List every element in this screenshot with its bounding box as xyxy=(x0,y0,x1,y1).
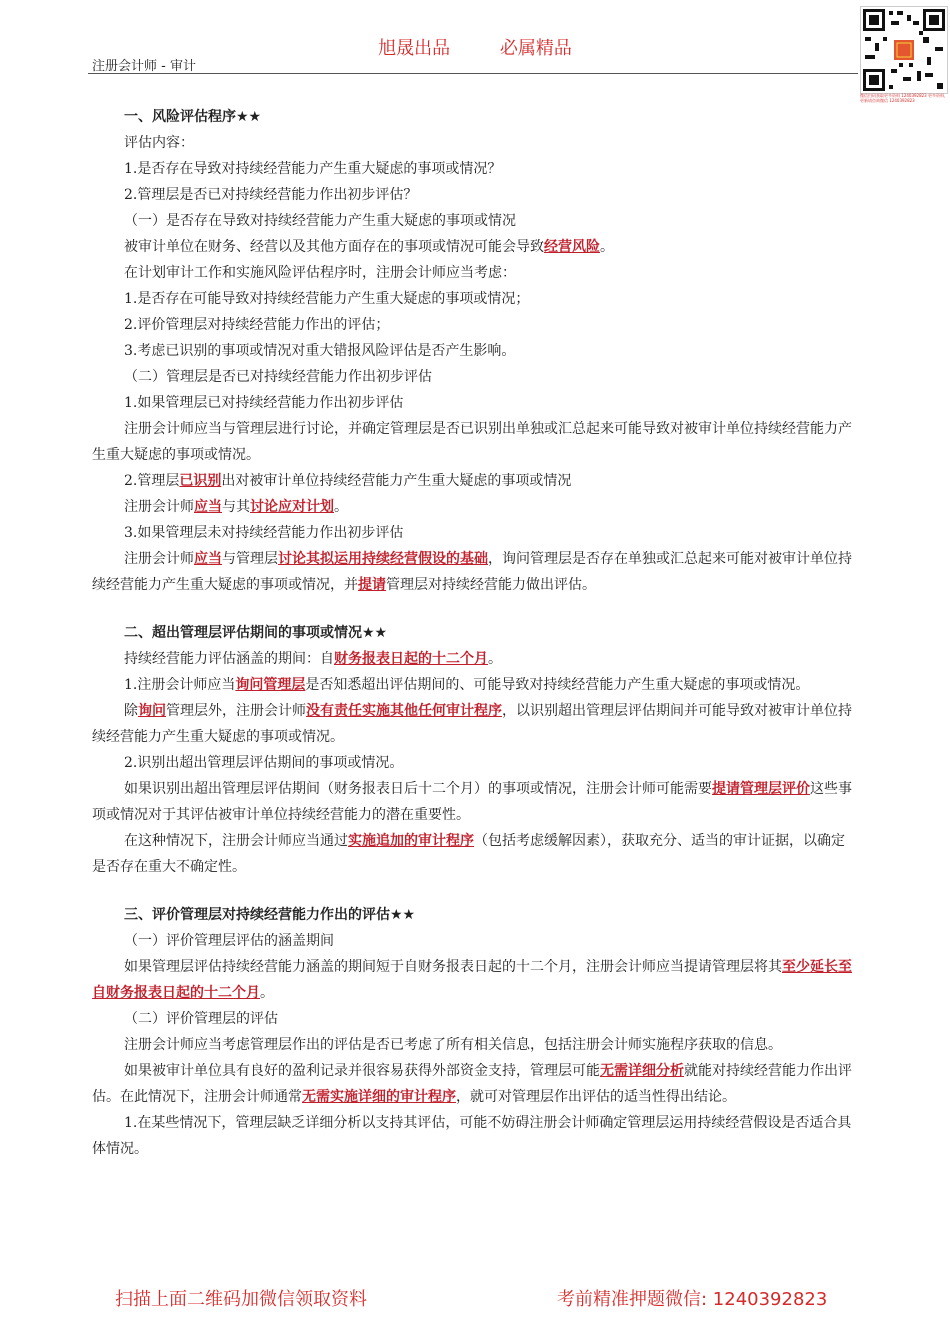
subheading: （二）评价管理层的评估 xyxy=(124,1011,278,1027)
paragraph: 在计划审计工作和实施风险评估程序时，注册会计师应当考虑： xyxy=(124,265,516,281)
paragraph: 注册会计师应当考虑管理层作出的评估是否已考虑了所有相关信息，包括注册会计师实施程序获取的信息。 xyxy=(124,1037,782,1053)
paragraph xyxy=(92,1058,857,1110)
highlight-keyword: 财务报表日起的十二个月 xyxy=(334,651,488,667)
paragraph xyxy=(92,234,857,260)
highlight-keyword: 经营风险 xyxy=(544,239,600,255)
paragraph xyxy=(92,646,857,672)
text: 1.注册会计师应当 xyxy=(124,677,236,693)
spacer xyxy=(92,880,857,902)
spacer xyxy=(92,598,857,620)
highlight-keyword: 讨论其拟运用持续经营假设的基础 xyxy=(278,551,488,567)
section-2-title: 二、超出管理层评估期间的事项或情况★★ xyxy=(124,625,388,641)
paragraph: 注册会计师应当与管理层进行讨论，并确定管理层是否已识别出单独或汇总起来可能导致对被审计单位持续经营能力产生重大疑虑的事项或情况。 xyxy=(92,421,852,463)
text: 。 xyxy=(488,651,502,667)
brand-right: 必属精品 xyxy=(499,38,572,59)
text: 与其 xyxy=(222,499,250,515)
paragraph xyxy=(92,698,857,750)
text: 管理层对持续经营能力做出评估。 xyxy=(386,577,596,593)
highlight-keyword: 应当 xyxy=(194,499,222,515)
text: 2.管理层 xyxy=(124,473,180,489)
paragraph xyxy=(92,954,857,1006)
text: （包括考虑缓解因素），获取充分、适当的审计证据，以确定是否存在重大不确定性。 xyxy=(92,833,845,875)
paragraph xyxy=(92,776,857,828)
paragraph xyxy=(92,546,857,598)
highlight-keyword: 应当 xyxy=(194,551,222,567)
paragraph xyxy=(92,494,857,520)
text: 除 xyxy=(124,703,138,719)
paragraph: 2.管理层是否已对持续经营能力作出初步评估？ xyxy=(124,187,418,203)
highlight-keyword: 询问管理层 xyxy=(235,677,306,693)
paragraph: 2.识别出超出管理层评估期间的事项或情况。 xyxy=(124,755,404,771)
text: 持续经营能力评估涵盖的期间：自 xyxy=(124,651,334,667)
highlight-keyword: 无需详细分析 xyxy=(600,1063,684,1079)
text: 。 xyxy=(334,499,348,515)
paragraph: 评估内容： xyxy=(124,135,194,151)
footer-left-note: 扫描上面二维码加微信领取资料 xyxy=(115,1289,367,1310)
text: 如果识别出超出管理层评估期间（财务报表日后十二个月）的事项或情况，注册会计师可能需要 xyxy=(124,781,712,797)
paragraph: 3.如果管理层未对持续经营能力作出初步评估 xyxy=(124,525,404,541)
qr-code-icon xyxy=(861,7,947,93)
text: ，就可对管理层作出评估的适当性得出结论。 xyxy=(456,1089,736,1105)
qr-note: 微信扫码获取更多资料 1240392823 更多资料，更新请咨询微信 1240392823 xyxy=(860,93,948,103)
highlight-keyword: 至少延长至自财务报表日起的十二个月 xyxy=(92,959,852,1001)
qr-code-image xyxy=(860,6,948,94)
paragraph xyxy=(92,468,857,494)
subject-label: 注册会计师 - 审计 xyxy=(92,59,196,74)
paragraph: 1.在某些情况下，管理层缺乏详细分析以支持其评估，可能不妨碍注册会计师确定管理层运用持续经营假设是否适合具体情况。 xyxy=(92,1115,852,1157)
highlight-keyword: 询问 xyxy=(138,703,166,719)
text: 注册会计师 xyxy=(124,551,194,567)
text: 。 xyxy=(600,239,614,255)
text: ，询问管理层是否存在单独或汇总起来可能对被审计单位持续经营能力产生重大疑虑的事项或情况，并 xyxy=(92,551,852,593)
subheading: （一）是否存在导致对持续经营能力产生重大疑虑的事项或情况 xyxy=(124,213,516,229)
text: 如果管理层评估持续经营能力涵盖的期间短于自财务报表日起的十二个月，注册会计师应当提请管理层将其 xyxy=(124,959,782,975)
text: 在这种情况下，注册会计师应当通过 xyxy=(124,833,348,849)
text: 是否知悉超出评估期间的、可能导致对持续经营能力产生重大疑虑的事项或情况。 xyxy=(305,677,810,693)
subheading: （二）管理层是否已对持续经营能力作出初步评估 xyxy=(124,369,432,385)
text: ，以识别超出管理层评估期间并可能导致对被审计单位持续经营能力产生重大疑虑的事项或情况。 xyxy=(92,703,852,745)
highlight-keyword: 提请管理层评价 xyxy=(712,781,810,797)
text: 就能对持续经营能力作出评估。在此情况下，注册会计师通常 xyxy=(92,1063,852,1105)
subheading: （一）评价管理层评估的涵盖期间 xyxy=(124,933,334,949)
paragraph xyxy=(92,828,857,880)
brand-left: 旭晟出品 xyxy=(378,38,451,59)
paragraph: 1.是否存在可能导致对持续经营能力产生重大疑虑的事项或情况； xyxy=(124,291,530,307)
paragraph: 2.评价管理层对持续经营能力作出的评估； xyxy=(124,317,390,333)
text: 注册会计师 xyxy=(124,499,194,515)
paragraph: 1.如果管理层已对持续经营能力作出初步评估 xyxy=(124,395,404,411)
highlight-keyword: 无需实施详细的审计程序 xyxy=(302,1089,456,1105)
text: 如果被审计单位具有良好的盈利记录并很容易获得外部资金支持，管理层可能 xyxy=(124,1063,600,1079)
text: 被审计单位在财务、经营以及其他方面存在的事项或情况可能会导致 xyxy=(124,239,544,255)
text: 。 xyxy=(260,985,274,1001)
document-body xyxy=(92,104,857,1162)
header-divider xyxy=(88,73,858,74)
highlight-keyword: 实施追加的审计程序 xyxy=(348,833,474,849)
text: 管理层外，注册会计师 xyxy=(166,703,306,719)
text: 出对被审计单位持续经营能力产生重大疑虑的事项或情况 xyxy=(221,473,572,489)
highlight-keyword: 提请 xyxy=(358,577,386,593)
highlight-keyword: 没有责任实施其他任何审计程序 xyxy=(306,703,502,719)
section-1-title: 一、风险评估程序★★ xyxy=(124,109,262,125)
highlight-keyword: 讨论应对计划 xyxy=(250,499,334,515)
highlight-keyword: 已识别 xyxy=(179,473,222,489)
section-3-title: 三、评价管理层对持续经营能力作出的评估★★ xyxy=(124,907,416,923)
text: 这些事项或情况对于其评估被审计单位持续经营能力的潜在重要性。 xyxy=(92,781,852,823)
paragraph: 3.考虑已识别的事项或情况对重大错报风险评估是否产生影响。 xyxy=(124,343,516,359)
paragraph xyxy=(92,672,857,698)
paragraph: 1.是否存在导致对持续经营能力产生重大疑虑的事项或情况？ xyxy=(124,161,502,177)
text: 与管理层 xyxy=(222,551,278,567)
footer-right-note: 考前精准押题微信: 1240392823 xyxy=(557,1289,828,1310)
